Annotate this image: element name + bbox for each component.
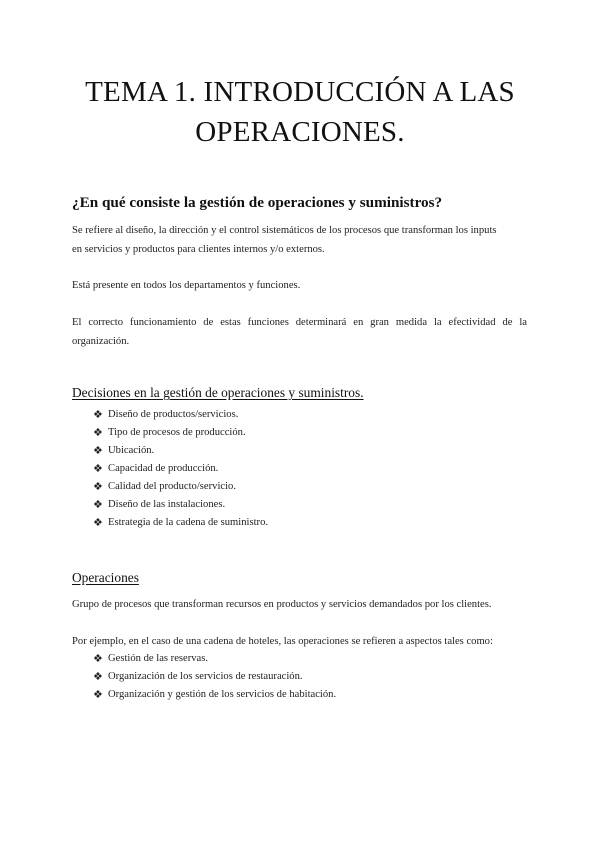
section-heading-gestion: ¿En qué consiste la gestión de operaciones y suministros? xyxy=(72,194,443,211)
hotel-operations-list xyxy=(93,650,336,704)
diamond-bullet-icon: ❖ xyxy=(93,689,103,701)
title-line-2: OPERACIONES. xyxy=(195,116,405,148)
list-item: ❖ Capacidad de producción. xyxy=(93,460,268,478)
diamond-bullet-icon: ❖ xyxy=(93,463,103,475)
list-item: ❖ Gestión de las reservas. xyxy=(93,650,336,668)
section-heading-operaciones: Operaciones xyxy=(72,570,139,585)
paragraph-effectiveness: El correcto funcionamiento de estas funciones determinará en gran medida la efectividad de la organización. xyxy=(72,317,527,347)
section-heading-decisiones: Decisiones en la gestión de operaciones y suministros. xyxy=(72,385,364,400)
diamond-bullet-icon: ❖ xyxy=(93,671,103,683)
list-item: ❖ Tipo de procesos de producción. xyxy=(93,424,268,442)
list-item: ❖ Ubicación. xyxy=(93,442,268,460)
paragraph-operations-definition: Grupo de procesos que transforman recursos en productos y servicios demandados por los clientes. xyxy=(72,599,492,610)
diamond-bullet-icon: ❖ xyxy=(93,499,103,511)
paragraph-presence: Está presente en todos los departamentos y funciones. xyxy=(72,280,301,291)
title-line-1: TEMA 1. INTRODUCCIÓN A LAS xyxy=(85,76,515,108)
list-item: ❖ Diseño de productos/servicios. xyxy=(93,406,268,424)
paragraph-definition-line-2: en servicios y productos para clientes internos y/o externos. xyxy=(72,244,325,255)
diamond-bullet-icon: ❖ xyxy=(93,517,103,529)
decisions-list xyxy=(93,406,268,532)
list-item: ❖ Diseño de las instalaciones. xyxy=(93,496,268,514)
paragraph-definition xyxy=(72,221,528,259)
diamond-bullet-icon: ❖ xyxy=(93,481,103,493)
list-item: ❖ Organización y gestión de los servicios de habitación. xyxy=(93,686,336,704)
list-item: ❖ Estrategia de la cadena de suministro. xyxy=(93,514,268,532)
paragraph-hotel-example: Por ejemplo, en el caso de una cadena de hoteles, las operaciones se refieren a aspectos tales como: xyxy=(72,636,493,647)
diamond-bullet-icon: ❖ xyxy=(93,409,103,421)
diamond-bullet-icon: ❖ xyxy=(93,427,103,439)
list-item: ❖ Organización de los servicios de restauración. xyxy=(93,668,336,686)
paragraph-definition-line-1: Se refiere al diseño, la dirección y el control sistemáticos de los procesos que transforman los inputs xyxy=(72,225,497,236)
diamond-bullet-icon: ❖ xyxy=(93,653,103,665)
list-item: ❖ Calidad del producto/servicio. xyxy=(93,478,268,496)
page-title xyxy=(60,72,540,152)
diamond-bullet-icon: ❖ xyxy=(93,445,103,457)
